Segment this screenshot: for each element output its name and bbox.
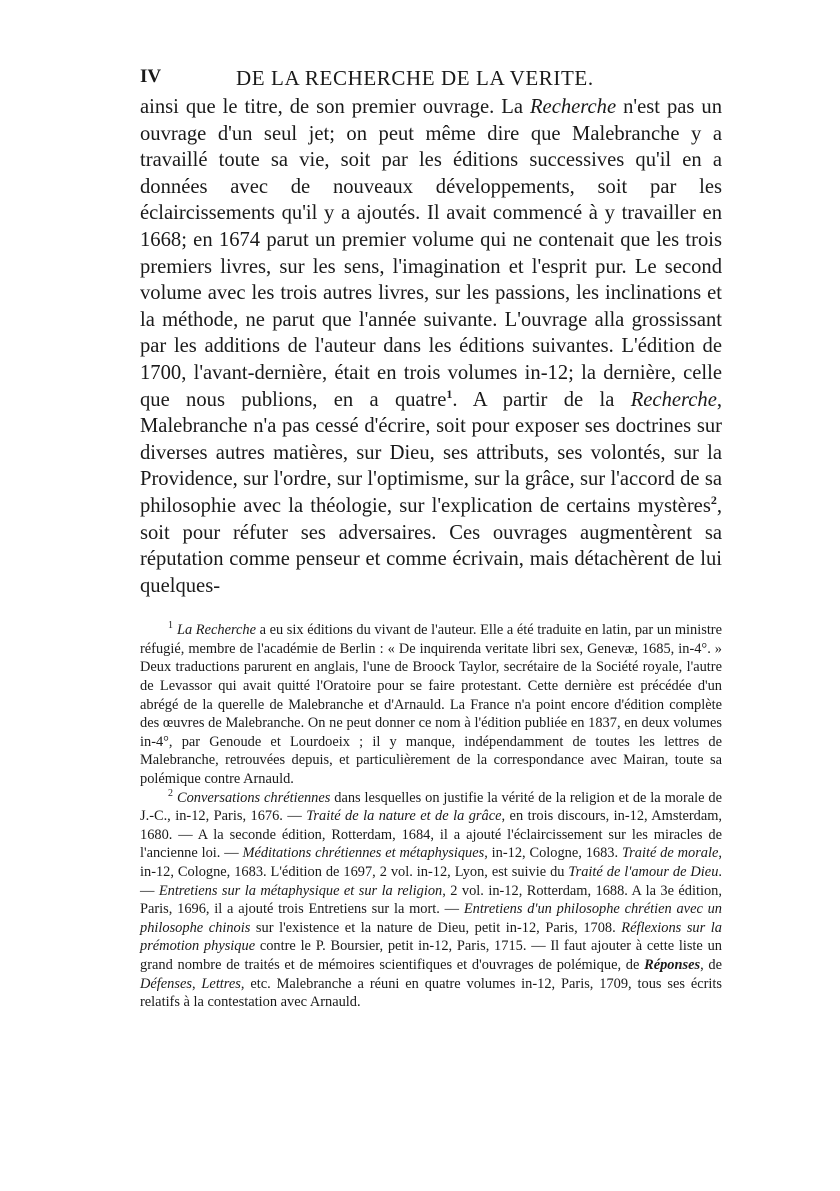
italic-title: Recherche	[630, 388, 717, 411]
page-number: IV	[140, 66, 162, 87]
text-run: contre le P. Boursier, petit in-12, Paris, 1715. — Il faut ajouter à cette liste un grand nombre de traités et de mémoires scientifiques et d'ouvrages de polémique, de	[140, 938, 722, 973]
text-run: , in-12, Cologne, 1683.	[484, 845, 622, 862]
text-run: dans lesquelles on justifie la vérité de la religion et de la morale de J.-C., in-12, Paris, 1676. —	[140, 789, 722, 825]
italic-title: Réflexions sur la prémotion physique	[140, 919, 723, 955]
text-run: a eu six éditions du vivant de l'auteur. Elle a été traduite en latin, par un ministre réfugié, membre de l'académie de Berlin : « De inquirenda veritate libri sex, Genevæ, 1685, in-4°. » Deux traductions parurent en anglais, l'une de Broock Taylor, secrétaire de la Société royale, l'autre de Levassor qui avait quitté l'Oratoire pour se faire protestant. Cette dernière est précédée d'un abrégé de la querelle de Malebranche et d'Arnauld. La France n'a point encore d'édition complète des œuvres de Malebranche. On ne peut donner ce nom à l'édition publiée en 1837, en deux volumes in-4°, par Genoude et Lourdoeix ; il y manque, indépendamment de toutes les lettres de Malebranche, retrouvées depuis, et particulièrement de la correspondance avec Mairan, toute sa polémique contre Arnauld.	[140, 622, 722, 788]
text-run: , etc. Malebranche a réuni en quatre volumes in-12, Paris, 1709, tous ses écrits relatifs à la contestation avec Arnauld.	[140, 975, 722, 1011]
page-header	[140, 52, 722, 94]
footnote-ref-1[interactable]: 1	[446, 386, 453, 401]
italic-title: Traité de l'amour de Dieu	[568, 864, 719, 880]
footnote-mark: 2	[168, 787, 173, 799]
text-run: , de	[700, 956, 722, 973]
italic-title: Conversations chrétiennes	[177, 789, 331, 806]
italic-title: Entretiens sur la métaphysique et sur la religion	[158, 882, 443, 899]
text-run: , en trois discours, in-12, Amsterdam, 1680. — A la seconde édition, Rotterdam, 1684, il a ajouté l'éclaircissement sur les miracles de l'ancienne loi. —	[140, 808, 723, 862]
text-run: , 2 vol. in-12, Rotterdam, 1688. A la 3e édition, Paris, 1696, il a ajouté trois Entretiens sur la mort. —	[140, 882, 722, 918]
italic-title: Recherche	[529, 96, 617, 118]
text-run: . A partir de la	[452, 388, 631, 411]
footnote-2	[140, 789, 722, 1012]
text-run: n'est pas un ouvrage d'un seul jet; on peut même dire que Malebranche y a travaillé toute sa vie, soit par les éditions successives qu'il en a données avec de nouveaux développements, soit par les éclaircissements qu'il y a ajoutés. Il avait commencé à y travailler en 1668; en 1674 parut un premier volume qui ne contenait que les trois premiers livres, sur les sens, l'imagination et l'esprit pur. Le second volume avec les trois autres livres, sur les passions, les inclinations et la méthode, ne parut que l'année suivante. L'ouvrage alla grossissant par les additions de l'auteur dans les éditions suivantes. L'édition de 1700, l'avant-dernière, était en trois volumes in-12; la dernière, celle que nous publions, en a quatre	[140, 96, 722, 411]
italic-title: Traité de la nature et de la grâce	[306, 808, 502, 825]
italic-title: Réponses	[644, 956, 701, 973]
text-run: , soit pour réfuter ses adversaires. Ces ouvrages augmentèrent sa réputation comme penseur et comme écrivain, mais détachèrent de lui quelques-	[140, 494, 722, 597]
text-run: , in-12, Cologne, 1683. L'édition de 1697, 2 vol. in-12, Lyon, est suivie du	[140, 845, 722, 880]
italic-title: Traité de morale	[621, 845, 719, 862]
text-run: sur l'existence et la nature de Dieu, petit in-12, Paris, 1708.	[250, 919, 622, 936]
italic-title: La Recherche	[177, 622, 256, 639]
footnote-1	[140, 621, 722, 788]
italic-title: Entretiens d'un philosophe chrétien avec un philosophe chinois	[140, 901, 722, 936]
text-run: ,	[191, 975, 202, 992]
footnotes	[140, 621, 722, 1011]
italic-title: Méditations chrétiennes et métaphysiques	[242, 845, 485, 862]
footnote-ref-2[interactable]: 2	[710, 493, 717, 508]
italic-title: Défenses	[140, 975, 192, 992]
text-run: , Malebranche n'a pas cessé d'écrire, soit pour exposer ses doctrines sur diverses autres matières, sur Dieu, ses attributs, ses volontés, sur la Providence, sur l'ordre, sur l'optimisme, sur la grâce, sur l'accord de sa philosophie avec la théologie, sur l'explication de certains mystères	[140, 388, 722, 517]
running-title: DE LA RECHERCHE DE LA VERITE.	[236, 66, 594, 90]
footnote-mark: 1	[168, 620, 173, 632]
text-run: ainsi que le titre, de son premier ouvrage. La	[140, 96, 530, 118]
main-paragraph	[140, 94, 722, 599]
text-run: . —	[140, 864, 722, 899]
italic-title: Lettres	[201, 975, 241, 992]
